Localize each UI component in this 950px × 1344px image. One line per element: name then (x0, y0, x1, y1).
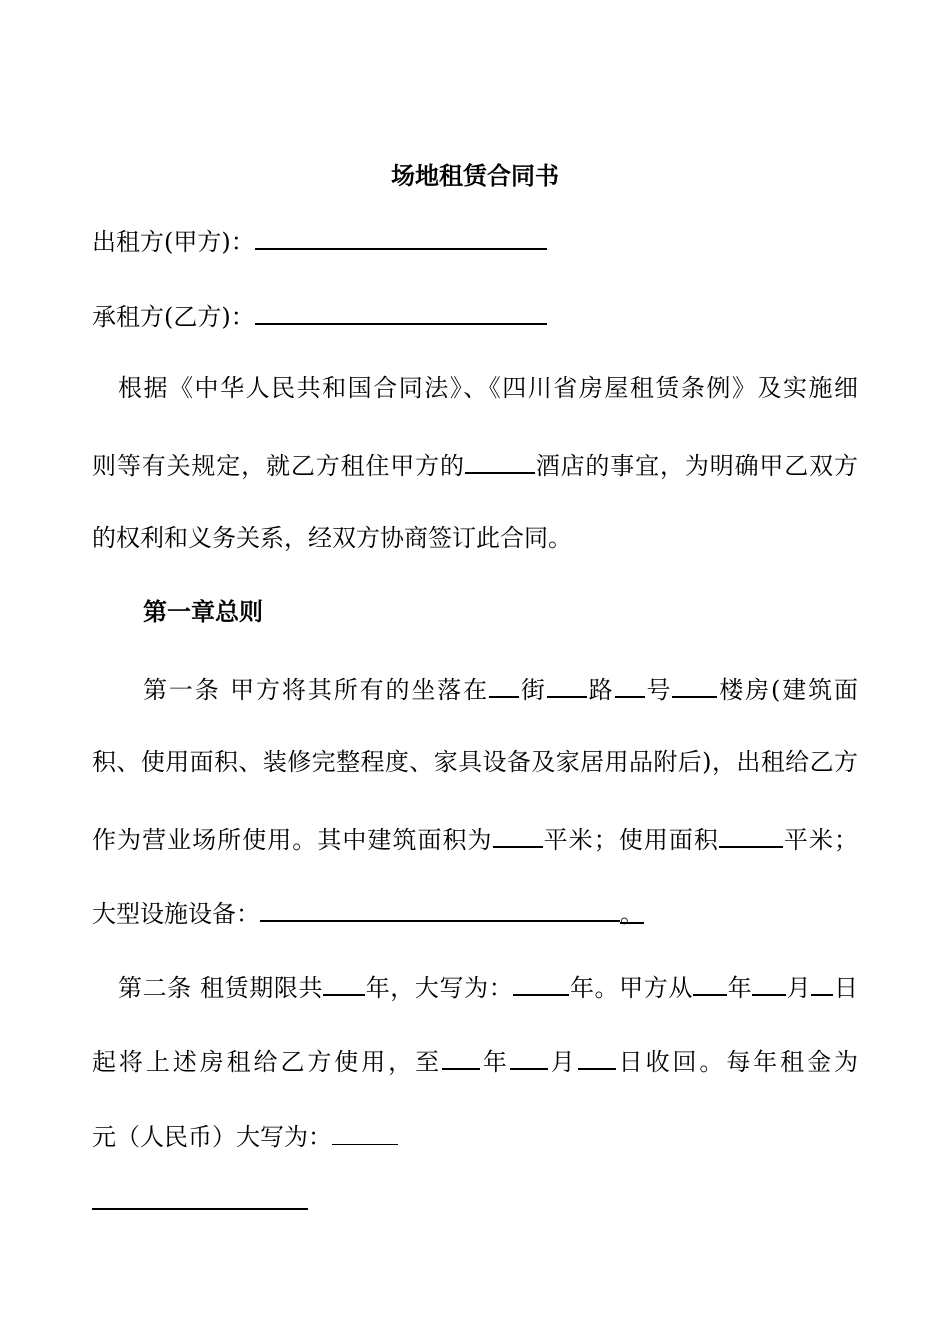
article-text: 年。甲方从 (569, 974, 693, 1002)
equipment-end: 。 (620, 900, 644, 928)
start-day-blank (811, 970, 833, 996)
building-blank (672, 672, 717, 698)
lessee-label: 承租方(乙方)： (92, 303, 255, 331)
term-years-words-blank (513, 970, 569, 996)
end-month-blank (510, 1044, 548, 1070)
article-text: 年 (480, 1048, 510, 1076)
preamble-line-1: 根据《中华人民共和国合同法》、《四川省房屋租赁条例》及实施细 (118, 374, 858, 402)
article-text: 第二条 租赁期限共 (118, 974, 324, 1002)
article1-line-4 (92, 896, 858, 930)
article-text: 月 (786, 974, 812, 1002)
end-day-blank (578, 1044, 616, 1070)
article-text: 第一条 甲方将其所有的坐落在 (143, 676, 490, 704)
article1-line-3 (92, 822, 858, 856)
start-year-blank (693, 970, 727, 996)
article-text: 年 (726, 974, 753, 1002)
article2-line-1 (118, 970, 858, 1004)
article-text: 平米； (782, 826, 859, 854)
article-text: 月 (547, 1048, 578, 1076)
article-text: 路 (586, 676, 615, 704)
article-text: 起将上述房租给乙方使用，至 (92, 1048, 442, 1076)
preamble-line-2 (92, 448, 858, 482)
preamble-text: 则等有关规定，就乙方租住甲方的 (92, 452, 465, 480)
article-text: 号 (644, 676, 673, 704)
lessee-blank (255, 299, 547, 325)
lessor-line (92, 224, 858, 258)
article2-line-3 (92, 1120, 858, 1153)
article-text: 日收回。每年租金为 (615, 1048, 859, 1076)
preamble-text: 酒店的事宜，为明确甲乙双方 (534, 452, 859, 480)
rent-words-blank (332, 1120, 398, 1145)
hotel-name-blank (465, 448, 535, 474)
article-text: 日 (833, 974, 859, 1002)
term-years-blank (323, 970, 365, 996)
footnote-rule (92, 1208, 308, 1210)
usable-area-blank (719, 822, 783, 848)
article-text: 元（人民币）大写为： (92, 1123, 332, 1151)
preamble-line-3: 的权利和义务关系，经双方协商签订此合同。 (92, 524, 572, 552)
article-text: 作为营业场所使用。其中建筑面积为 (92, 826, 493, 854)
road-blank (547, 672, 587, 698)
article-text: 平米；使用面积 (542, 826, 719, 854)
lessor-label: 出租方(甲方)： (92, 228, 255, 256)
lessor-blank (255, 224, 547, 250)
article-text: 楼房(建筑面 (717, 676, 859, 704)
number-blank (615, 672, 645, 698)
start-month-blank (752, 970, 786, 996)
article1-line-1 (143, 672, 858, 706)
article-text: 街 (519, 676, 547, 704)
document-title: 场地租赁合同书 (391, 161, 559, 190)
building-area-blank (493, 822, 543, 848)
article-text: 年，大写为： (365, 974, 514, 1002)
lessee-line (92, 299, 858, 333)
end-year-blank (442, 1044, 480, 1070)
equipment-blank (260, 896, 620, 922)
article-text: 大型设施设备： (92, 900, 260, 928)
article1-line-2: 积、使用面积、装修完整程度、家具设备及家居用品附后)，出租给乙方 (92, 748, 858, 776)
street-blank (489, 672, 519, 698)
article2-line-2 (92, 1044, 858, 1078)
chapter-heading: 第一章总则 (143, 597, 263, 626)
